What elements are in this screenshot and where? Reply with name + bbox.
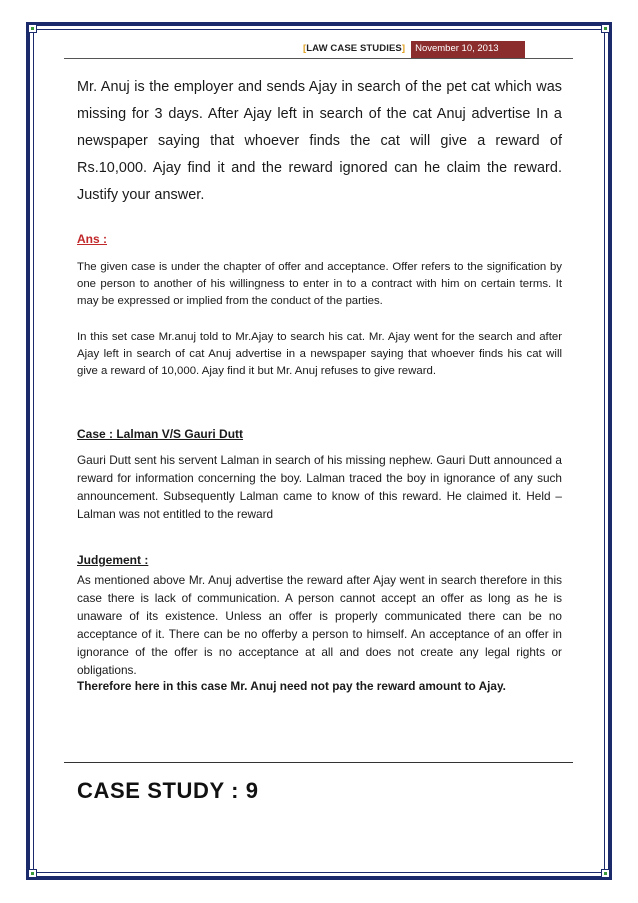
page-header: [300, 41, 525, 58]
header-bracket-open: [: [303, 43, 307, 54]
answer-paragraph-2: In this set case Mr.anuj told to Mr.Ajay to search his cat. Mr. Ajay went for the search and after Ajay left in search of cat Anuj advertise in a newspaper saying that whoever finds his cat will give a reward of 10,000. Ajay find it but Mr. Anuj refuses to give reward.: [77, 331, 562, 378]
case-heading: Case : Lalman V/S Gauri Dutt: [77, 427, 244, 441]
case-text: Gauri Dutt sent his servent Lalman in search of his missing nephew. Gauri Dutt announced a reward for information concerning the boy. Lalman traced the boy in ignorance of any such announcement. Subsequently Lalman came to know of this reward. He claimed it. Held – Lalman was not entitled to the reward: [77, 453, 562, 521]
header-title-text: LAW CASE STUDIES: [306, 43, 402, 54]
header-bracket-close: ]: [401, 43, 406, 54]
corner-ornament-top-left: [28, 24, 37, 33]
section-divider: [64, 762, 573, 763]
header-date: November 10, 2013: [411, 41, 524, 58]
answer-paragraph-1: The given case is under the chapter of offer and acceptance. Offer refers to the signification by one person to another of his willingness to enter in to a contract with him on certain terms. It may be expressed or implied from the conduct of the parties.: [77, 261, 562, 308]
header-title: [300, 41, 411, 58]
judgement-heading: Judgement :: [77, 553, 149, 567]
answer-heading: Ans :: [77, 232, 107, 246]
next-section-title: CASE STUDY : 9: [77, 778, 259, 803]
corner-ornament-bottom-right: [601, 869, 610, 878]
corner-ornament-bottom-left: [28, 869, 37, 878]
header-divider: [64, 58, 573, 59]
corner-ornament-top-right: [601, 24, 610, 33]
question-text: Mr. Anuj is the employer and sends Ajay in search of the pet cat which was missing for 3 days. After Ajay left in search of the cat Anuj advertise In a newspaper saying that whoever finds the cat will give a reward of Rs.10,000. Ajay find it and the reward ignored can he claim the reward. Justify your answer.: [77, 79, 562, 203]
judgement-conclusion: Therefore here in this case Mr. Anuj need not pay the reward amount to Ajay.: [77, 679, 506, 693]
judgement-text: As mentioned above Mr. Anuj advertise the reward after Ajay went in search therefore in this case there is lack of communication. A person cannot accept an offer as long as he is unaware of its existence. Unless an offer is properly communicated there can be no acceptance of it. There can be no offerby a person to himself. An acceptance of an offer in ignorance of the offer is no acceptance at all and does not create any legal rights or obligations.: [77, 573, 562, 677]
